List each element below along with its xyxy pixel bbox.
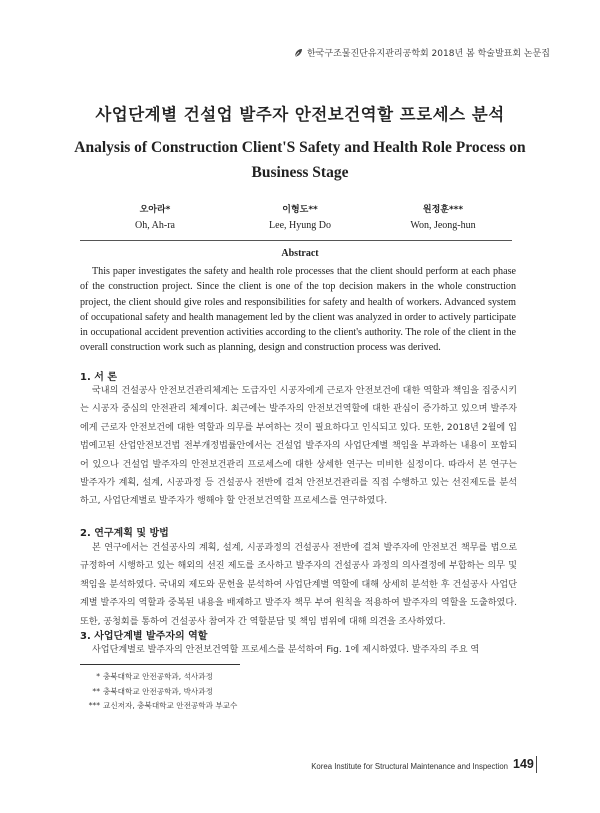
section-heading: 2. 연구계획 및 방법 bbox=[80, 528, 169, 539]
page-number: 149 bbox=[513, 757, 534, 771]
footnote bbox=[80, 685, 237, 700]
author-name-ko: 오아라* bbox=[139, 205, 171, 215]
author-name-ko: 이형도** bbox=[282, 205, 318, 215]
footnotes bbox=[80, 670, 237, 714]
journal-note: 한국구조물진단유지관리공학회 2018년 봄 학술발표회 논문집 bbox=[306, 49, 550, 59]
footnote-mark: * bbox=[96, 672, 100, 681]
author-name-ko: 원정훈*** bbox=[422, 205, 464, 215]
section-body: 국내의 건설공사 안전보건관리체계는 도급자인 시공자에게 근로자 안전보건에 대한 역할과 책임을 집중시키는 시공자 중심의 안전관리 체계이다. 최근에는 발주자의 안전보건역할에 대한 관심이 증가하고 있으며 발주자에게 근로자 안전보건에 대한 역할과 의무를 부여하는 것이 필요하다고 인식되고 있다. 또한, 2018년 2월에 입법예고된 산업안전보건법 전부개정법률안에서는 건설업 발주자의 사업단계별 책임을 부과하는 내용이 포함되어 있으나 건설업 발주자의 안전보건관리 프로세스에 대한 상세한 연구는 미비한 실정이다. 따라서 본 연구는 발주자가 계획, 설계, 시공과정 등 건설공사 전반에 걸쳐 안전보건관리를 직접 수행하고 있는 선진제도를 분석하고, 사업단계별로 발주자가 행해야 할 안전보건역할 프로세스를 연구하였다. bbox=[80, 386, 517, 507]
footnote-mark: *** bbox=[88, 701, 100, 711]
footnote-text: 교신저자, 충북대학교 안전공학과 부교수 bbox=[103, 701, 238, 711]
page-number-bar bbox=[536, 756, 537, 773]
author-name-en: Won, Jeong-hun bbox=[410, 220, 476, 231]
section-heading: 1. 서 론 bbox=[80, 372, 118, 383]
footnote bbox=[80, 670, 237, 685]
abstract-body: This paper investigates the safety and health role processes that the client should perform at each phase of the construction project. Since the client is one of the top decision makers in the whole construction project, the client should give roles and responsibilities for safety and health of workers. Advanced system of occupational safety and health management led by the client was analyzed in order to actively participate in occupational accident prevention activities according to the client's authority. The role of the client in the overall construction work such as planning, design and construction process was derived. bbox=[80, 266, 516, 354]
section-heading: 3. 사업단계별 발주자의 역할 bbox=[80, 631, 208, 642]
title-korean: 사업단계별 건설업 발주자 안전보건역할 프로세스 분석 bbox=[95, 105, 505, 124]
author-3 bbox=[368, 203, 518, 233]
title-english: Analysis of Construction Client'S Safety and Health Role Process on Business Stage bbox=[74, 139, 526, 181]
footnote bbox=[80, 699, 237, 714]
section-body: 사업단계별로 발주자의 안전보건역할 프로세스를 분석하여 Fig. 1에 제시하였다. 발주자의 주요 역 bbox=[92, 645, 480, 655]
divider bbox=[80, 240, 512, 241]
footnote-text: 충북대학교 안전공학과, 석사과정 bbox=[103, 672, 213, 681]
leaf-icon bbox=[293, 48, 303, 58]
footnote-mark: ** bbox=[92, 686, 100, 696]
footnote-divider bbox=[80, 664, 240, 665]
author-name-en: Oh, Ah-ra bbox=[135, 220, 175, 231]
journal-header bbox=[293, 46, 550, 59]
footer-institution: Korea Institute for Structural Maintenance and Inspection bbox=[311, 762, 508, 771]
author-2 bbox=[225, 203, 375, 233]
section-body: 본 연구에서는 건설공사의 계획, 설계, 시공과정의 건설공사 전반에 걸쳐 발주자에 안전보건 책무를 법으로 규정하여 시행하고 있는 해외의 선진 제도를 조사하고 발주자의 건설공사 과정의 의사결정에 부합하는 의무 및 책임을 분석하였다. 국내외 제도와 문헌을 분석하여 사업단계별 역할에 대해 상세히 분석한 후 건설공사 사업단계별 발주자의 역할과 중복된 내용을 배제하고 발주자 책무 부여 원칙을 적용하여 발주자의 역할을 도출하였다. 또한, 공청회를 통하여 건설공사 참여자 간 역할분담 및 책임 범위에 대해 의견을 조사하였다. bbox=[80, 543, 517, 627]
abstract-heading: Abstract bbox=[281, 248, 319, 259]
author-name-en: Lee, Hyung Do bbox=[269, 220, 331, 231]
author-1 bbox=[80, 203, 230, 233]
footnote-text: 충북대학교 안전공학과, 박사과정 bbox=[103, 686, 213, 696]
